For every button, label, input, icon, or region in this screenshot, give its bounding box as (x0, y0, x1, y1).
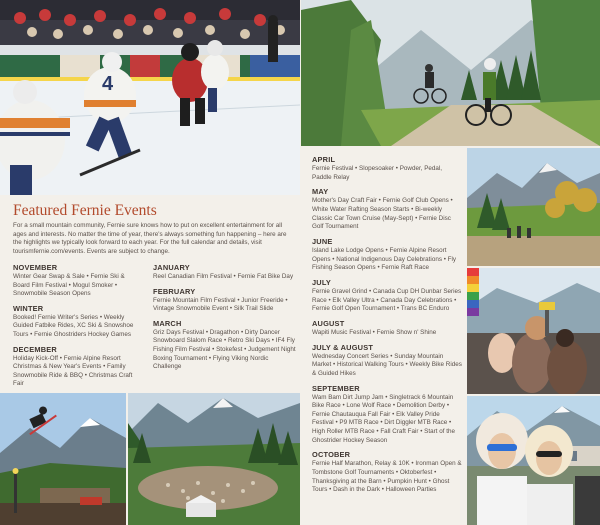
month-heading-march: MARCH (153, 318, 182, 328)
page-title: Featured Fernie Events (13, 202, 157, 219)
events-column-left (13, 263, 143, 394)
month-events-november: Winter Gear Swap & Sale • Fernie Ski & Board Film Festival • Mogul Smoker • Snowmobile Season Opens (13, 273, 125, 298)
festival-attendees-photo (467, 396, 600, 525)
month-events-april: Fernie Festival • Slopesoaker • Powder, Pedal, Paddle Relay (312, 165, 443, 181)
month-heading-july: JULY (312, 277, 332, 287)
month-heading-july-august: JULY & AUGUST (312, 342, 374, 352)
month-heading-december: DECEMBER (13, 344, 57, 354)
month-events-july: Fernie Gravel Grind • Canada Cup DH Dunbar Series Race • Elk Valley Ultra • Canada Day Celebrations • Fernie Golf Open Tournament • Trans BC Enduro (312, 287, 462, 313)
month-events-june: Island Lake Lodge Opens • Fernie Alpine Resort Opens • National Indigenous Day Celebrations • Fly Fishing Season Opens • Fernie Raft Race (312, 246, 457, 272)
month-heading-october: OCTOBER (312, 450, 351, 460)
month-events-july-august: Wednesday Concert Series • Sunday Mountain Market • Historical Walking Tours • Weekly Bike Rides & Guided Hikes (312, 352, 462, 377)
hockey-game-photo (0, 0, 300, 195)
month-heading-august: AUGUST (312, 318, 345, 328)
month-heading-september: SEPTEMBER (312, 383, 360, 393)
month-events-august: Wapiti Music Festival • Fernie Show n' Shine (312, 328, 437, 336)
month-events-winter: Booked! Fernie Writer's Series • Weekly Guided Fatbike Rides, XC Ski & Snowshoe Tours • Fernie Ghostriders Hockey Games (13, 313, 134, 338)
month-heading-june: JUNE (312, 236, 333, 246)
month-events-september: Wam Bam Dirt Jump Jam • Singletrack 6 Mountain Bike Race • Lone Wolf Race • Demolition Derby • Fernie Chautauqua Fall Fair • Elk Valley Pride Festival • P9 MTB Race • Dirt Diggler MTB Race • High Roller MTB Race • Fall Craft Fair • Start of the Ghostrider Hockey Season (312, 393, 455, 444)
jersey-number: 4 (102, 73, 114, 95)
month-events-february: Fernie Mountain Film Festival • Junior Freeride • Vintage Snowmobile Event • Silk Trail Slide (153, 296, 288, 313)
intro-paragraph: For a small mountain community, Fernie sure knows how to put on excellent entertainment for all ages and interests. No matter the time of year, there's always something fun happening – here are the highlights we typically look forward to each year. For the full calendar and details, visit tourismfernie.com/events. Events are subject to change. (13, 222, 287, 255)
month-heading-january: JANUARY (153, 263, 190, 272)
month-events-may: Mother's Day Craft Fair • Fernie Golf Club Opens • White Water Rafting Season Starts • Bi-weekly Classic Car Town Cruise (May-Sept) • Fernie Disc Golf Tournament (312, 197, 453, 231)
month-heading-november: NOVEMBER (13, 263, 58, 272)
events-column-right (312, 155, 462, 500)
month-heading-february: FEBRUARY (153, 286, 196, 296)
month-heading-may: MAY (312, 187, 329, 197)
month-heading-winter: WINTER (13, 303, 44, 313)
ski-jump-event-photo (0, 393, 126, 525)
pride-parade-photo (467, 268, 600, 394)
events-column-middle (153, 263, 297, 377)
mountain-bike-race-photo (467, 148, 600, 266)
gravel-cycling-photo (301, 0, 600, 146)
outdoor-concert-photo (128, 393, 300, 525)
month-events-october: Fernie Half Marathon, Relay & 10K • Ironman Open & Tombstone Golf Tournaments • Oktoberfest • Thanksgiving at the Barn • Pumpkin Hunt • Ghost Tours • Dash in the Dark • Halloween Parties (312, 460, 462, 494)
month-heading-april: APRIL (312, 155, 336, 164)
month-events-december: Holiday Kick-Off • Fernie Alpine Resort Christmas & New Year's Events • Family Snowmobile Ride & BBQ • Christmas Craft Fair (13, 354, 133, 388)
month-events-january: Reel Canadian Film Festival • Fernie Fat Bike Day (153, 273, 294, 280)
month-events-march: Griz Days Festival • Dragathon • Dirty Dancer Snowboard Slalom Race • Retro Ski Days • IF4 Fly Fishing Film Festival • Stokefest • Judgement Night Boxing Tournament • Flying Viking Nordic Challenge (153, 328, 296, 371)
